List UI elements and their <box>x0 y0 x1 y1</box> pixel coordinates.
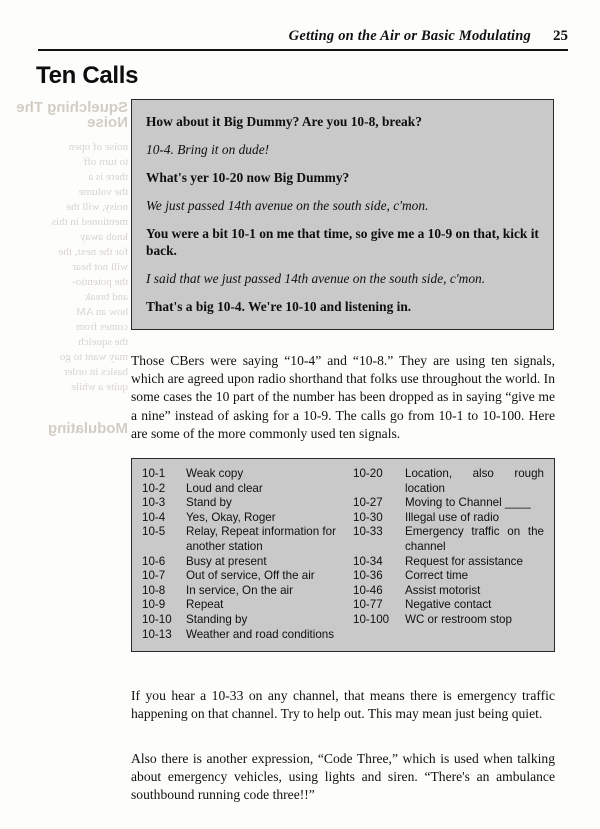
dialog-line: How about it Big Dummy? Are you 10-8, break? <box>146 114 422 129</box>
ten-desc: Moving to Channel ____ <box>405 496 531 510</box>
bleed-line: knob away <box>80 231 128 243</box>
bleed-line: to turn off <box>83 156 128 168</box>
page-title: Ten Calls <box>36 62 139 89</box>
ten-code: 10-5 <box>142 525 166 539</box>
ten-code: 10-33 <box>353 525 383 539</box>
table-row <box>353 584 544 599</box>
ten-desc: Repeat <box>186 598 224 612</box>
dialog-callout-box <box>131 99 554 330</box>
running-title: Getting on the Air or Basic Modulating <box>288 28 531 44</box>
table-row <box>353 496 544 511</box>
table-row <box>142 511 343 526</box>
table-row <box>142 598 343 613</box>
body-paragraph-3 <box>131 750 555 815</box>
table-row <box>353 598 544 613</box>
table-row <box>142 525 343 554</box>
ten-code: 10-9 <box>142 598 166 612</box>
dialog-line: That's a big 10-4. We're 10-10 and listening in. <box>146 299 412 314</box>
dialog-line: You were a bit 10-1 on me that time, so give me a 10-9 on that, kick it back. <box>146 226 539 258</box>
ten-signals-table <box>131 458 555 652</box>
ten-desc: Location, also rough location <box>405 467 544 495</box>
ten-code: 10-8 <box>142 583 166 597</box>
header-rule <box>38 49 568 51</box>
ten-code: 10-2 <box>142 481 166 495</box>
dialog-line: What's yer 10-20 now Big Dummy? <box>146 170 350 185</box>
bleed-line: and break <box>84 291 128 303</box>
page-number: 25 <box>553 28 568 44</box>
table-row <box>142 569 343 584</box>
bleed-line: comes from <box>75 321 128 333</box>
table-row <box>142 628 343 643</box>
bleed-line: how an AM <box>76 306 128 318</box>
bleed-line: the squelch <box>78 336 128 348</box>
body-paragraph-2 <box>131 687 555 733</box>
paragraph-text: Also there is another expression, “Code Three,” which is used when talking about emergency vehicles, using lights and siren. “There's an ambulance southbound running code three!!” <box>131 751 555 803</box>
ten-code: 10-46 <box>353 583 383 597</box>
table-row <box>353 555 544 570</box>
ten-code: 10-34 <box>353 554 383 568</box>
bleed-line: the potentio- <box>72 276 128 288</box>
ten-code: 10-4 <box>142 510 166 524</box>
bleed-heading-2: Modulating <box>48 420 128 437</box>
dialog-line: 10-4. Bring it on dude! <box>146 142 270 157</box>
ten-desc: In service, On the air <box>186 583 293 597</box>
ten-desc: Illegal use of radio <box>405 510 500 524</box>
ten-desc: Emergency traffic on the channel <box>405 525 544 553</box>
bleed-line: there is a <box>88 171 128 183</box>
bleed-line: quite a while <box>71 381 128 393</box>
table-row <box>353 525 544 554</box>
bleed-line: will not hear <box>72 261 128 273</box>
table-row <box>142 467 343 482</box>
ten-desc: Busy at present <box>186 554 267 568</box>
bleed-line: noisy, will the <box>66 201 128 213</box>
table-row <box>142 584 343 599</box>
table-row <box>353 467 544 496</box>
ten-desc: Loud and clear <box>186 481 263 495</box>
ten-code: 10-6 <box>142 554 166 568</box>
bleed-line: basics in order <box>63 366 128 378</box>
bleed-line: the volume <box>78 186 128 198</box>
ten-desc: Yes, Okay, Roger <box>186 510 276 524</box>
ten-signals-column-right <box>343 467 544 642</box>
ten-signals-column-left <box>142 467 343 642</box>
table-row <box>142 555 343 570</box>
ten-code: 10-36 <box>353 569 383 583</box>
bleed-line: may want to go <box>59 351 128 363</box>
ten-desc: Request for assistance <box>405 554 523 568</box>
ten-code: 10-3 <box>142 496 166 510</box>
page-header <box>38 28 568 51</box>
ten-code: 10-30 <box>353 510 383 524</box>
dialog-line: I said that we just passed 14th avenue on the south side, c'mon. <box>146 271 486 286</box>
ten-code: 10-13 <box>142 627 172 641</box>
ten-code: 10-20 <box>353 467 383 480</box>
bleed-heading: Squelching The Noise <box>16 99 128 131</box>
ten-desc: Assist motorist <box>405 583 481 597</box>
ten-desc: Stand by <box>186 496 232 510</box>
bleed-through-artifact <box>8 100 128 660</box>
table-row <box>142 482 343 497</box>
ten-desc: Relay, Repeat information for another station <box>186 525 336 553</box>
paragraph-text: Those CBers were saying “10-4” and “10-8.” They are using ten signals, which are agreed upon radio shorthand that folks use throughout the world. In some cases the 10 part of the number has been dropped as in saying “give me a nine” instead of asking for a 10-9. The calls go from 10-1 to 10-100. Here are some of the more commonly used ten signals. <box>131 353 555 441</box>
ten-desc: Correct time <box>405 569 469 583</box>
ten-code: 10-10 <box>142 612 172 626</box>
ten-desc: Out of service, Off the air <box>186 569 315 583</box>
dialog-line: We just passed 14th avenue on the south side, c'mon. <box>146 198 429 213</box>
table-row <box>142 496 343 511</box>
bleed-line: mentioned in this <box>51 216 128 228</box>
ten-desc: WC or restroom stop <box>405 612 512 626</box>
ten-desc: Weak copy <box>186 467 244 480</box>
ten-desc: Weather and road conditions <box>186 627 335 641</box>
ten-code: 10-27 <box>353 496 383 510</box>
body-paragraph-1 <box>131 352 555 453</box>
ten-desc: Standing by <box>186 612 248 626</box>
ten-code: 10-77 <box>353 598 383 612</box>
table-row <box>353 569 544 584</box>
bleed-line: for the next, the <box>58 246 128 258</box>
ten-code: 10-7 <box>142 569 166 583</box>
paragraph-text: If you hear a 10-33 on any channel, that means there is emergency traffic happening on that channel. Try to help out. This may mean just being quiet. <box>131 688 555 722</box>
table-row <box>142 613 343 628</box>
ten-code: 10-100 <box>353 612 390 626</box>
ten-code: 10-1 <box>142 467 166 480</box>
table-row <box>353 511 544 526</box>
bleed-line: noise of open <box>68 141 128 153</box>
table-row <box>353 613 544 628</box>
ten-desc: Negative contact <box>405 598 492 612</box>
